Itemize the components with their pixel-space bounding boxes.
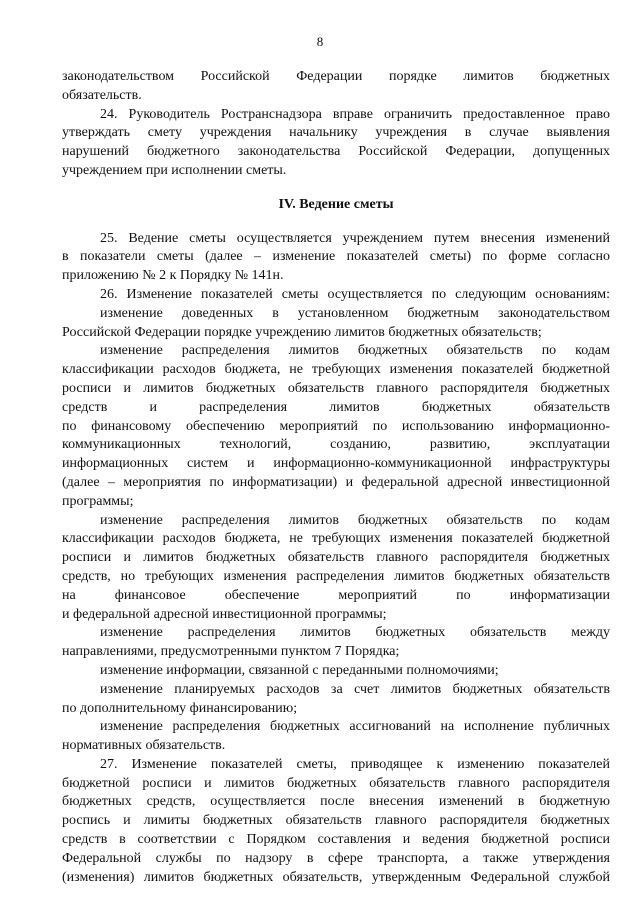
text-line: средств в соответствии с Порядком составления и ведения бюджетной росписи [62,832,610,848]
text-line: 27. Изменение показателей сметы, приводящее к изменению показателей [100,756,610,772]
text-line: и федеральной адресной инвестиционной программы; [62,606,387,622]
text-line: направлениями, предусмотренными пунктом 7 Порядка; [62,644,400,660]
text-line: 24. Руководитель Ространснадзора вправе ограничить предоставленное право [100,106,610,122]
text-line: информационных систем и информационно-коммуникационной инфраструктуры [62,456,610,472]
text-line: (изменения) лимитов бюджетных обязательств, утвержденным Федеральной службой [62,869,610,885]
text-line: росписи и лимитов бюджетных обязательств главного распорядителя бюджетных [62,550,610,566]
text-line: в показатели сметы (далее – изменение показателей сметы) по форме согласно [62,249,610,265]
text-line: средств и распределения лимитов бюджетных обязательств [62,399,610,415]
text-line: учреждением при исполнении сметы. [62,162,287,178]
text-line: нормативных обязательств. [62,738,226,754]
text-line: законодательством Российской Федерации порядке лимитов бюджетных [62,69,610,84]
text-line: классификации расходов бюджета, не требующих изменения показателей бюджетной [62,531,610,547]
spacer [62,215,610,230]
text-line: Российской Федерации порядке учреждению лимитов бюджетных обязательств; [62,324,542,340]
text-line: классификации расходов бюджета, не требующих изменения показателей бюджетной [62,362,610,378]
text-line: Федеральной службы по надзору в сфере транспорта, а также утверждения [62,850,610,866]
document-body [62,68,610,887]
text-line: обязательств. [62,87,142,103]
text-line: изменение распределения лимитов бюджетных обязательств между [100,625,610,641]
text-line: программы; [62,493,134,509]
section-heading: IV. Ведение сметы [278,196,394,212]
text-line: по финансовому обеспечению мероприятий по использованию информационно- [62,418,610,434]
text-line: изменение доведенных в установленном бюджетным законодательством [100,305,610,321]
text-line: на финансовое обеспечение мероприятий по информатизации [62,587,610,603]
text-line: нарушений бюджетного законодательства Российской Федерации, допущенных [62,144,610,160]
text-line: коммуникационных технологий, созданию, развитию, эксплуатации [62,437,610,453]
text-line: бюджетной росписи и лимитов бюджетных обязательств главного распорядителя [62,775,610,791]
text-line: (далее – мероприятия по информатизации) и федеральной адресной инвестиционной [62,474,610,490]
text-line: утверждать смету учреждения начальнику учреждения в случае выявления [62,125,610,141]
text-line: изменение распределения лимитов бюджетных обязательств по кодам [100,343,610,359]
text-line: 25. Ведение сметы осуществляется учреждением путем внесения изменений [100,230,610,246]
text-line: изменение распределения бюджетных ассигнований на исполнение публичных [100,719,610,735]
text-line: приложению № 2 к Порядку № 141н. [62,268,284,284]
text-line: росписи и лимитов бюджетных обязательств главного распорядителя бюджетных [62,380,610,396]
text-line: 26. Изменение показателей сметы осуществляется по следующим основаниям: [100,286,610,302]
text-line: средств, но требующих изменения распределения лимитов бюджетных обязательств [62,568,610,584]
page-number: 8 [316,34,324,49]
text-line: бюджетных средств, осуществляется после внесения изменений в бюджетную [62,794,610,810]
spacer [62,181,610,196]
text-line: по дополнительному финансированию; [62,700,298,716]
text-line: роспись и лимиты бюджетных обязательств главного распорядителя бюджетных [62,813,610,829]
text-line: изменение распределения лимитов бюджетных обязательств по кодам [100,512,610,528]
text-line: изменение планируемых расходов за счет лимитов бюджетных обязательств [100,681,610,697]
text-line: изменение информации, связанной с переданными полномочиями; [100,662,499,678]
